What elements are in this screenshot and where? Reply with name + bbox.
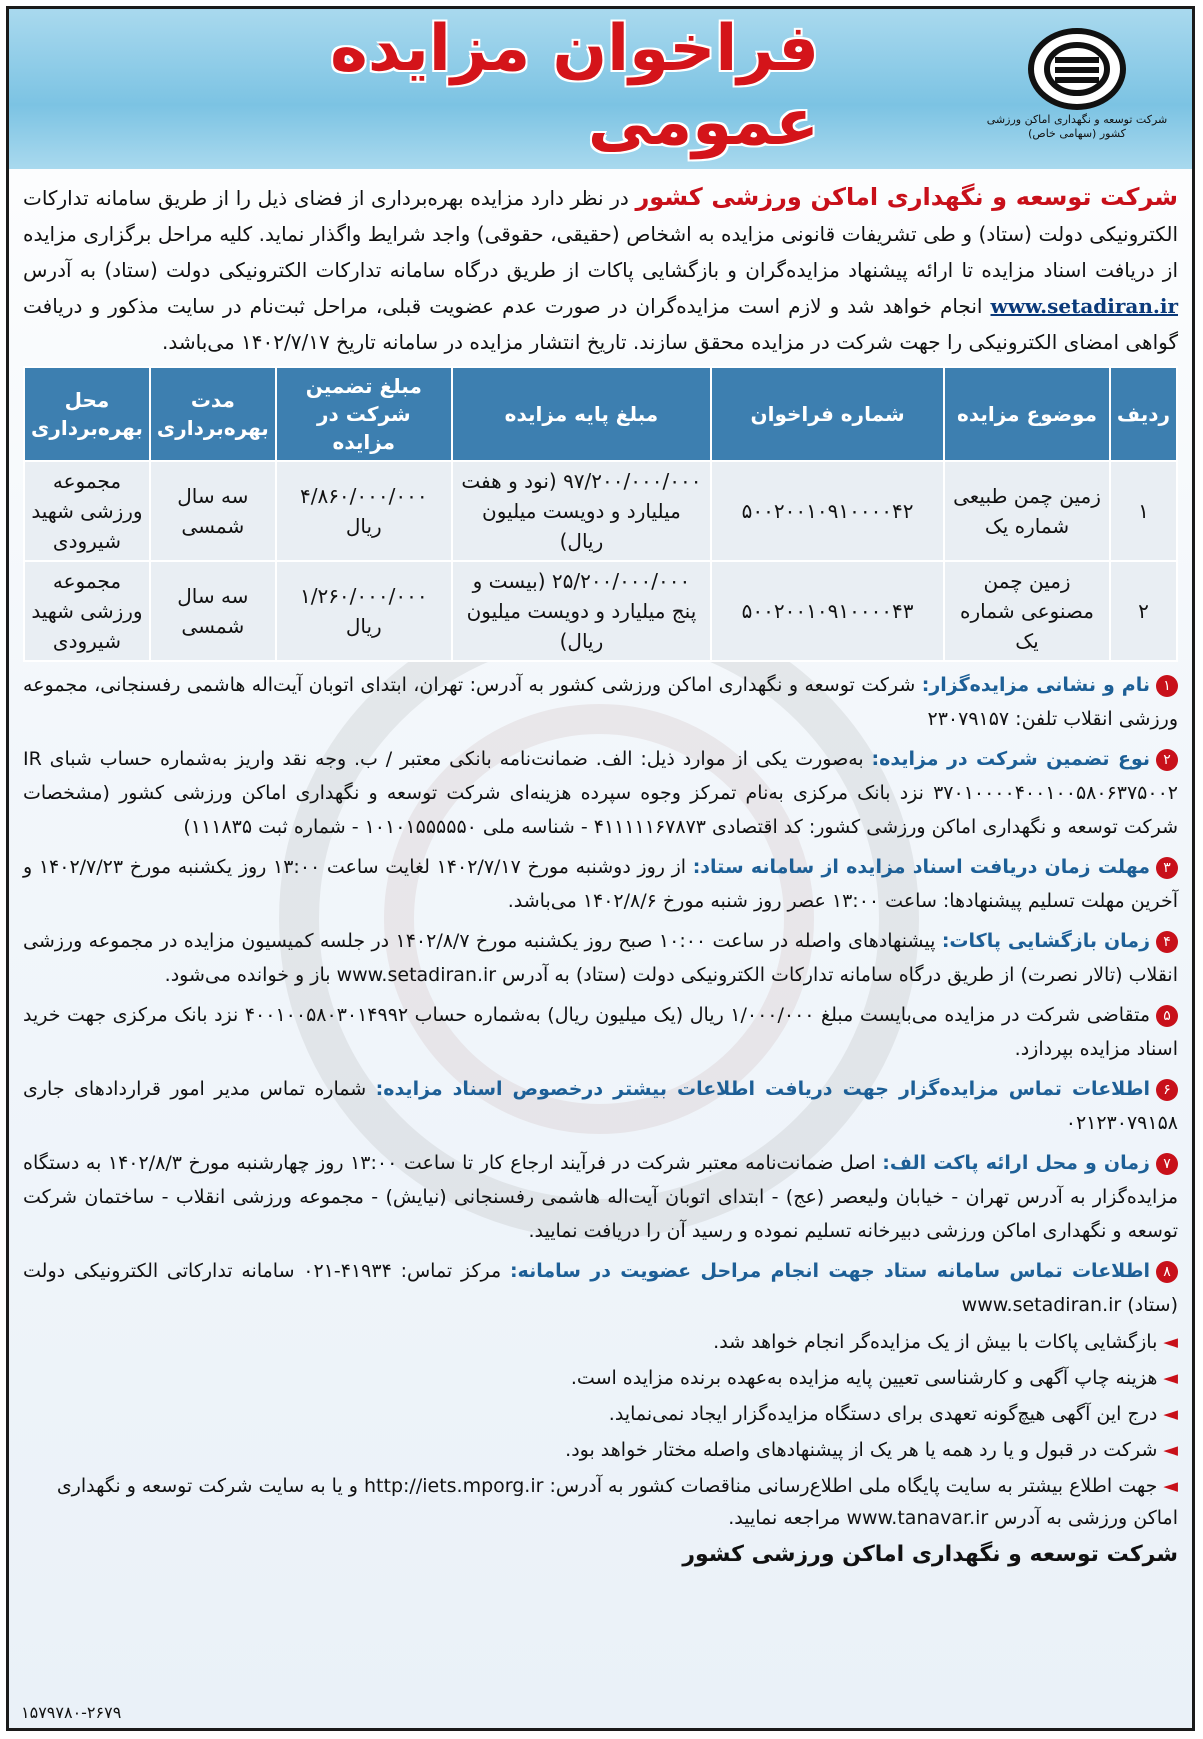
table-header-row: [24, 367, 1177, 461]
number-badge: ۳: [1156, 857, 1178, 879]
content: [23, 179, 1178, 1567]
note-bullet: [23, 1362, 1178, 1394]
cell-subject: زمین چمن طبیعی شماره یک: [944, 461, 1110, 561]
col-duration: مدت بهره‌برداری: [150, 367, 276, 461]
header-banner: [9, 9, 1192, 169]
cell-duration: سه سال شمسی: [150, 561, 276, 661]
arrow-icon: ◄: [1163, 1331, 1178, 1353]
item-text: اصل ضمانت‌نامه معتبر شرکت در فرآیند ارجاع کار تا ساعت ۱۳:۰۰ روز چهارشنبه مورخ ۱۴۰۲/۸/۳ به دستگاه مزایده‌گزار به آدرس تهران - خیابان ولیعصر (عج) - ابتدای اتوبان آیت‌اله هاشمی رفسنجانی (نیایش) - مجموعه ورزشی انقلاب - ساختمان شرکت توسعه و نگهداری اماکن ورزشی دبیرخانه تسلیم نموده و رسید آن را دریافت نمایید.: [23, 1152, 1178, 1242]
cell-number: ۵۰۰۲۰۰۱۰۹۱۰۰۰۰۴۳: [711, 561, 944, 661]
number-badge: ۶: [1156, 1079, 1178, 1101]
note-text: جهت اطلاع بیشتر به سایت پایگاه ملی اطلاع‌رسانی مناقصات کشور به آدرس: http://iets.mporg.ir و یا به سایت شرکت توسعه و نگهداری اماکن ورزشی به آدرس www.tanavar.ir مراجعه نمایید.: [56, 1475, 1178, 1529]
arrow-icon: ◄: [1163, 1475, 1178, 1497]
number-badge: ۱: [1156, 675, 1178, 697]
cell-row: ۱: [1110, 461, 1177, 561]
note-bullet: [23, 1326, 1178, 1358]
item-text: متقاضی شرکت در مزایده می‌بایست مبلغ ۱/۰۰۰/۰۰۰ ریال (یک میلیون ریال) به‌شماره حساب ۴۰۰۱۰۰۵۸۰۳۰۱۴۹۹۲ نزد بانک مرکزی جهت خرید اسناد مزایده بپردازد.: [23, 1004, 1178, 1060]
note-text: هزینه چاپ آگهی و کارشناسی تعیین پایه مزایده به‌عهده برنده مزایده است.: [570, 1367, 1158, 1389]
cell-base: ۹۷/۲۰۰/۰۰۰/۰۰۰ (نود و هفت میلیارد و دویست میلیون ریال): [452, 461, 711, 561]
item-heading: زمان و محل ارائه پاکت الف:: [882, 1152, 1150, 1174]
cell-subject: زمین چمن مصنوعی شماره یک: [944, 561, 1110, 661]
number-badge: ۲: [1156, 749, 1178, 771]
number-badge: ۷: [1156, 1153, 1178, 1175]
cell-number: ۵۰۰۲۰۰۱۰۹۱۰۰۰۰۴۲: [711, 461, 944, 561]
auction-table: [23, 366, 1178, 662]
item-text: پیشنهادهای واصله در ساعت ۱۰:۰۰ صبح روز یکشنبه مورخ ۱۴۰۲/۸/۷ در جلسه کمیسیون مزایده در مجموعه ورزشی انقلاب (تالار نصرت) از طریق درگاه سامانه تدارکات الکترونیکی دولت (ستاد) به آدرس www.setadiran.ir باز و خوانده می‌شود.: [23, 930, 1178, 986]
cell-row: ۲: [1110, 561, 1177, 661]
note-text: بازگشایی پاکات با بیش از یک مزایده‌گر انجام خواهد شد.: [713, 1331, 1158, 1353]
item-heading: اطلاعات تماس سامانه ستاد جهت انجام مراحل عضویت در سامانه:: [509, 1260, 1151, 1282]
setad-link[interactable]: www.setadiran.ir: [990, 294, 1178, 318]
cell-guarantee: ۴/۸۶۰/۰۰۰/۰۰۰ ریال: [276, 461, 452, 561]
col-base: مبلغ پایه مزایده: [452, 367, 711, 461]
item-text: شماره تماس مدیر امور قراردادهای جاری ۰۲۱۲۳۰۷۹۱۵۸: [23, 1078, 1178, 1134]
item-1: [23, 668, 1178, 736]
item-text: از روز دوشنبه مورخ ۱۴۰۲/۷/۱۷ لغایت ساعت ۱۳:۰۰ روز یکشنبه مورخ ۱۴۰۲/۷/۲۳ و آخرین مهلت تسلیم پیشنهادها: ساعت ۱۳:۰۰ عصر روز شنبه مورخ ۱۴۰۲/۸/۶ می‌باشد.: [23, 856, 1178, 912]
item-text: شرکت توسعه و نگهداری اماکن ورزشی کشور به آدرس: تهران، ابتدای اتوبان آیت‌اله هاشمی رفسنجانی، مجموعه ورزشی انقلاب تلفن: ۲۳۰۷۹۱۵۷: [23, 674, 1178, 730]
item-heading: اطلاعات تماس مزایده‌گزار جهت دریافت اطلاعات بیشتر درخصوص اسناد مزایده:: [375, 1078, 1151, 1100]
number-badge: ۵: [1156, 1005, 1178, 1027]
item-3: [23, 850, 1178, 918]
item-4: [23, 924, 1178, 992]
page-title: فراخوان مزایده عمومی: [330, 12, 819, 160]
logo-icon: [1027, 27, 1127, 111]
note-bullet: [23, 1398, 1178, 1430]
col-guarantee: مبلغ تضمین شرکت در مزایده: [276, 367, 452, 461]
arrow-icon: ◄: [1163, 1367, 1178, 1389]
ad-code: ۱۵۷۹۷۸۰-۲۶۷۹: [21, 1703, 122, 1722]
company-name: شرکت توسعه و نگهداری اماکن ورزشی کشور: [635, 183, 1178, 211]
item-2: [23, 742, 1178, 844]
arrow-icon: ◄: [1163, 1403, 1178, 1425]
intro-paragraph: [23, 179, 1178, 360]
logo-caption: شرکت توسعه و نگهداری اماکن ورزشی کشور (سهامی خاص): [986, 113, 1168, 140]
intro-text-2: انجام خواهد شد و لازم است مزایده‌گران در صورت عدم عضویت قبلی، مراحل ثبت‌نام در سایت مذکور و دریافت گواهی امضای الکترونیکی را جهت شرکت در مزایده محقق سازند. تاریخ انتشار مزایده در سامانه تاریخ ۱۴۰۲/۷/۱۷ می‌باشد.: [23, 294, 1178, 354]
number-badge: ۴: [1156, 931, 1178, 953]
col-number: شماره فراخوان: [711, 367, 944, 461]
note-text: درج این آگهی هیچ‌گونه تعهدی برای دستگاه مزایده‌گزار ایجاد نمی‌نماید.: [608, 1403, 1158, 1425]
item-heading: نام و نشانی مزایده‌گزار:: [921, 674, 1150, 696]
signature: شرکت توسعه و نگهداری اماکن ورزشی کشور: [682, 1542, 1178, 1567]
cell-location: مجموعه ورزشی شهید شیرودی: [24, 461, 150, 561]
col-location: محل بهره‌برداری: [24, 367, 150, 461]
item-text: مرکز تماس: ۴۱۹۳۴-۰۲۱ سامانه تدارکاتی الکترونیکی دولت (ستاد) www.setadiran.ir: [23, 1260, 1178, 1316]
ad-frame: [6, 6, 1195, 1731]
arrow-icon: ◄: [1163, 1439, 1178, 1461]
cell-guarantee: ۱/۲۶۰/۰۰۰/۰۰۰ ریال: [276, 561, 452, 661]
cell-location: مجموعه ورزشی شهید شیرودی: [24, 561, 150, 661]
note-bullet: [23, 1434, 1178, 1466]
cell-duration: سه سال شمسی: [150, 461, 276, 561]
item-7: [23, 1146, 1178, 1248]
cell-base: ۲۵/۲۰۰/۰۰۰/۰۰۰ (بیست و پنج میلیارد و دویست میلیون ریال): [452, 561, 711, 661]
item-8: [23, 1254, 1178, 1322]
table-row: [24, 461, 1177, 561]
item-heading: مهلت زمان دریافت اسناد مزایده از سامانه ستاد:: [692, 856, 1150, 878]
note-text: شرکت در قبول و یا رد همه یا هر یک از پیشنهادهای واصله مختار خواهد بود.: [565, 1439, 1158, 1461]
col-subject: موضوع مزایده: [944, 367, 1110, 461]
item-heading: نوع تضمین شرکت در مزایده:: [871, 748, 1151, 770]
item-heading: زمان بازگشایی پاکات:: [941, 930, 1151, 952]
item-text: به‌صورت یکی از موارد ذیل: الف. ضمانت‌نامه بانکی معتبر / ب. وجه نقد واریز به‌شماره حساب شبای IR ۳۷۰۱۰۰۰۰۴۰۰۱۰۰۵۸۰۶۳۷۵۰۰۲ نزد بانک مرکزی به‌نام تمرکز وجوه سپرده هزینه‌ای شرکت توسعه و نگهداری اماکن ورزشی کشور (مشخصات شرکت توسعه و نگهداری اماکن ورزشی کشور: کد اقتصادی ۴۱۱۱۱۱۶۷۸۷۳ - شناسه ملی ۱۰۱۰۱۵۵۵۵۵۰ - شماره ثبت ۱۱۱۸۳۵): [23, 748, 1178, 838]
table-row: [24, 561, 1177, 661]
item-5: [23, 998, 1178, 1066]
item-6: [23, 1072, 1178, 1140]
note-bullet: [23, 1470, 1178, 1534]
col-row: ردیف: [1110, 367, 1177, 461]
company-logo: [982, 27, 1172, 167]
number-badge: ۸: [1156, 1261, 1178, 1283]
intro-text: در نظر دارد مزایده بهره‌برداری از فضای ذیل را از طریق سامانه تدارکات الکترونیکی دولت (ستاد) و طی تشریفات قانونی مزایده به اشخاص (حقیقی، حقوقی) واجد شرایط واگذار نماید. کلیه مراحل برگزاری مزایده از دریافت اسناد مزایده تا ارائه پیشنهاد مزایده‌گران و بازگشایی پاکات از طریق درگاه سامانه تدارکات الکترونیکی دولت (ستاد) به آدرس: [23, 186, 1178, 282]
